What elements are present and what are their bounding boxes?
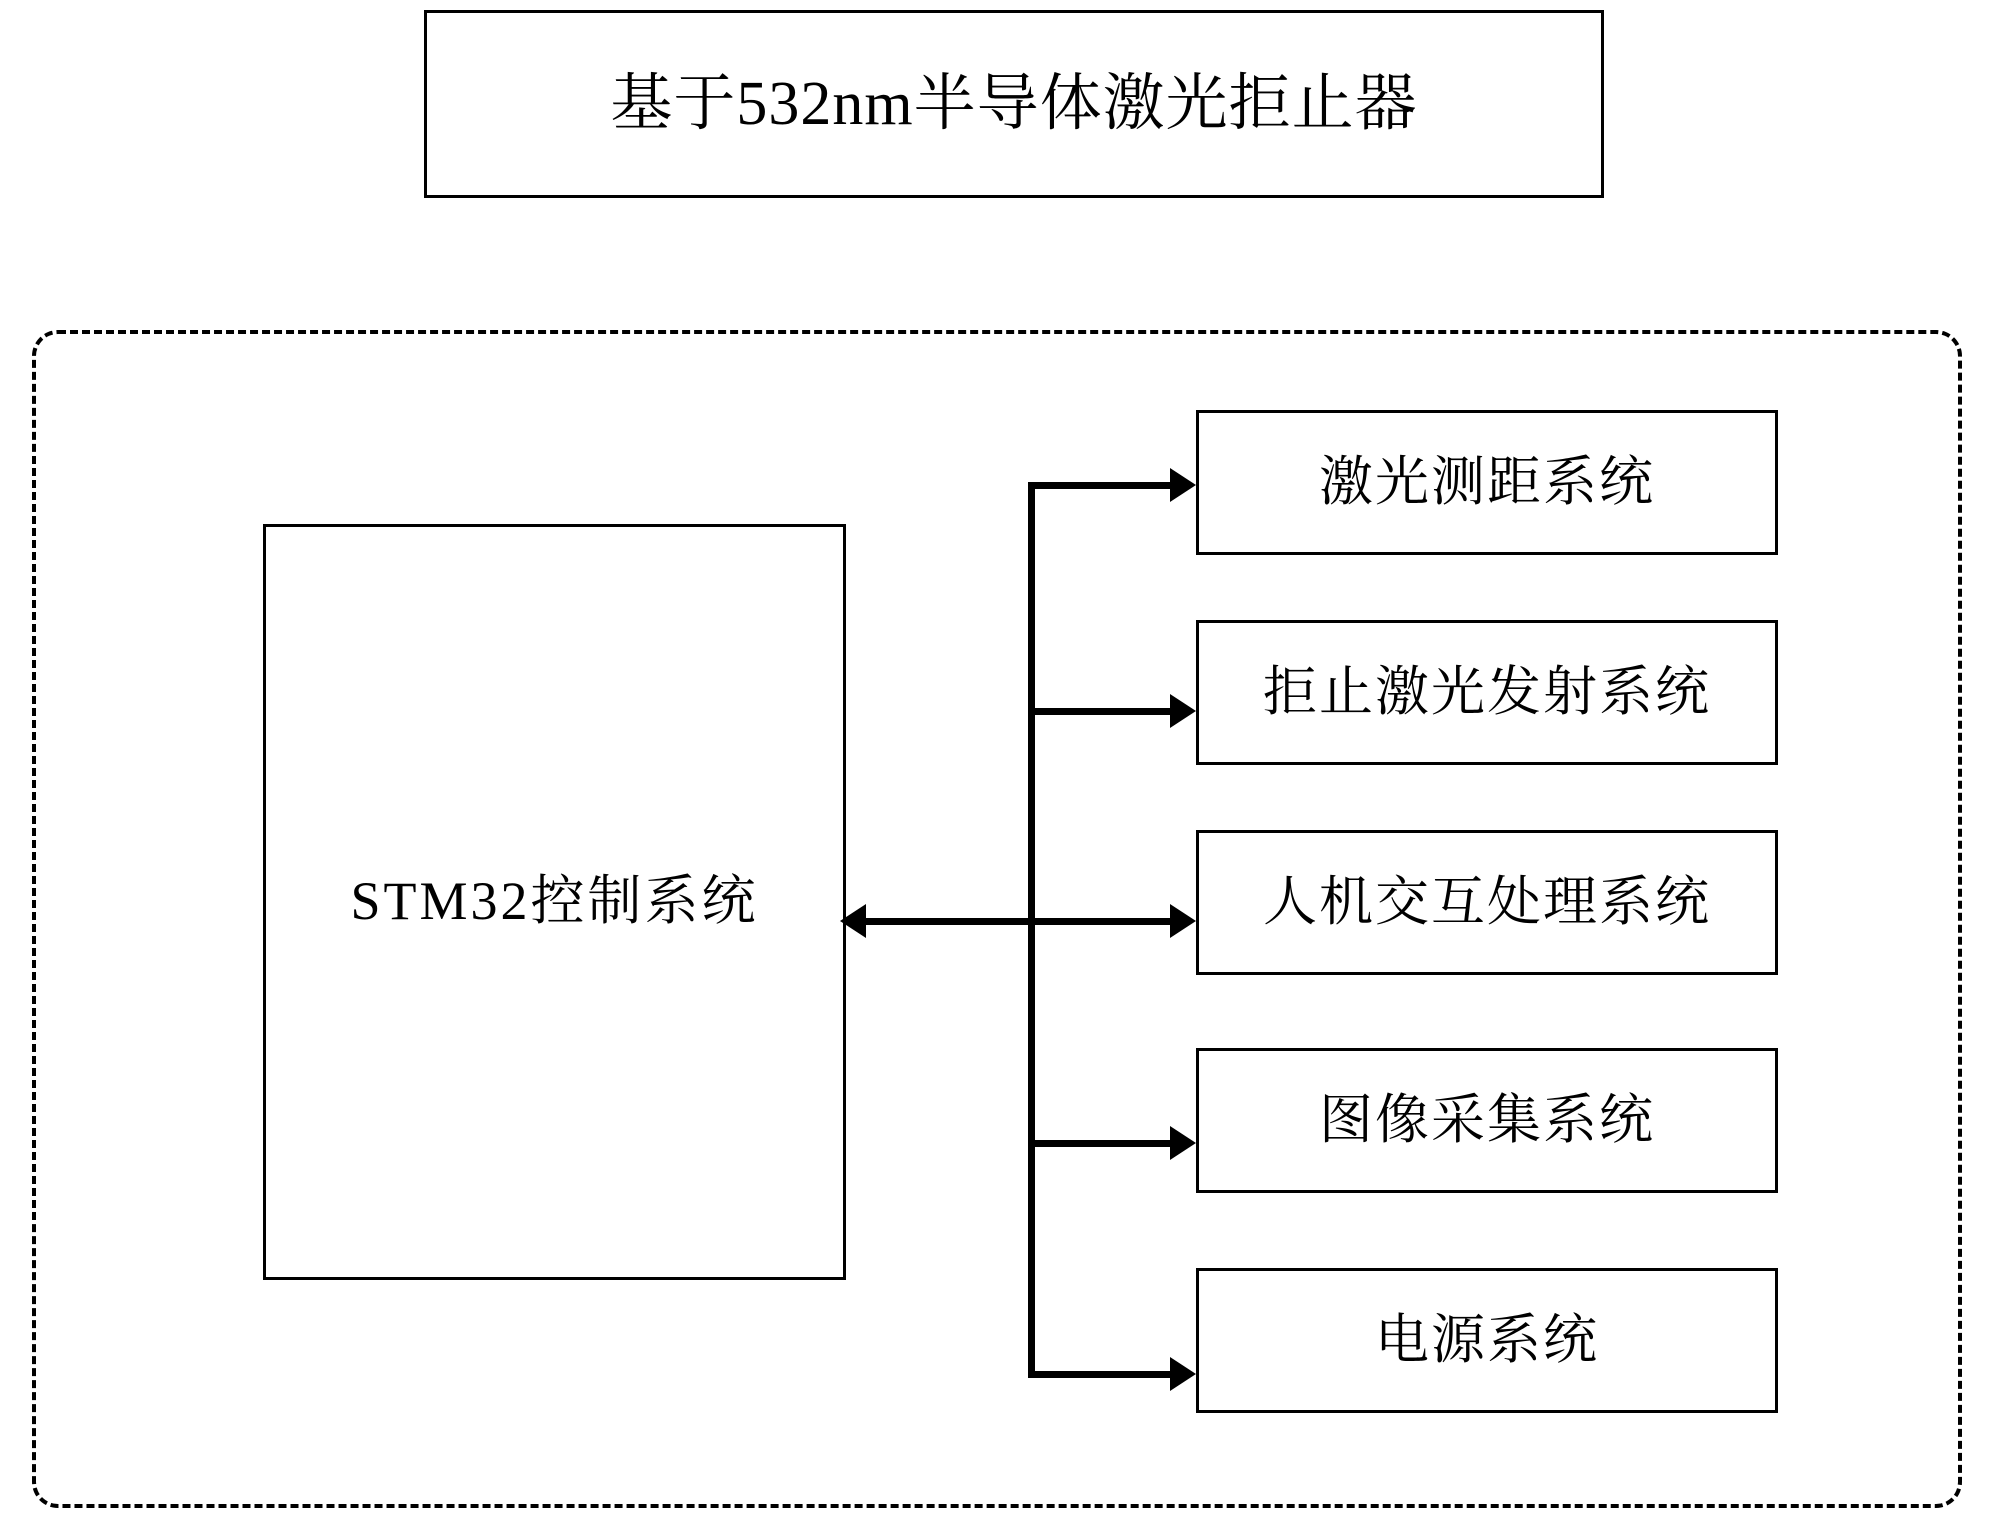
arrow-icon-laser-emission xyxy=(1170,694,1196,728)
module-label: 人机交互处理系统 xyxy=(1263,871,1711,932)
branch-wire-laser-ranging xyxy=(1028,482,1176,489)
module-block-laser-ranging xyxy=(1196,410,1778,555)
diagram-title-box xyxy=(424,10,1604,198)
branch-wire-image-acquisition xyxy=(1028,1140,1176,1147)
controller-block xyxy=(263,524,846,1280)
module-label: 激光测距系统 xyxy=(1319,451,1655,512)
arrow-icon-power-supply xyxy=(1170,1357,1196,1391)
link-wire-hmi xyxy=(855,918,1176,925)
arrow-icon-hmi-right xyxy=(1170,904,1196,938)
module-label: 拒止激光发射系统 xyxy=(1263,661,1711,722)
diagram-title: 基于532nm半导体激光拒止器 xyxy=(610,69,1418,138)
arrow-icon-controller-left xyxy=(840,904,866,938)
module-label: 电源系统 xyxy=(1375,1309,1599,1370)
module-block-power-supply xyxy=(1196,1268,1778,1413)
module-block-hmi-processing xyxy=(1196,830,1778,975)
bus-trunk-wire xyxy=(1028,482,1035,1378)
branch-wire-laser-emission xyxy=(1028,708,1176,715)
module-label: 图像采集系统 xyxy=(1319,1089,1655,1150)
module-block-image-acquisition xyxy=(1196,1048,1778,1193)
branch-wire-power-supply xyxy=(1028,1371,1176,1378)
module-block-laser-emission xyxy=(1196,620,1778,765)
controller-label: STM32控制系统 xyxy=(350,871,759,932)
arrow-icon-image-acquisition xyxy=(1170,1126,1196,1160)
arrow-icon-laser-ranging xyxy=(1170,468,1196,502)
